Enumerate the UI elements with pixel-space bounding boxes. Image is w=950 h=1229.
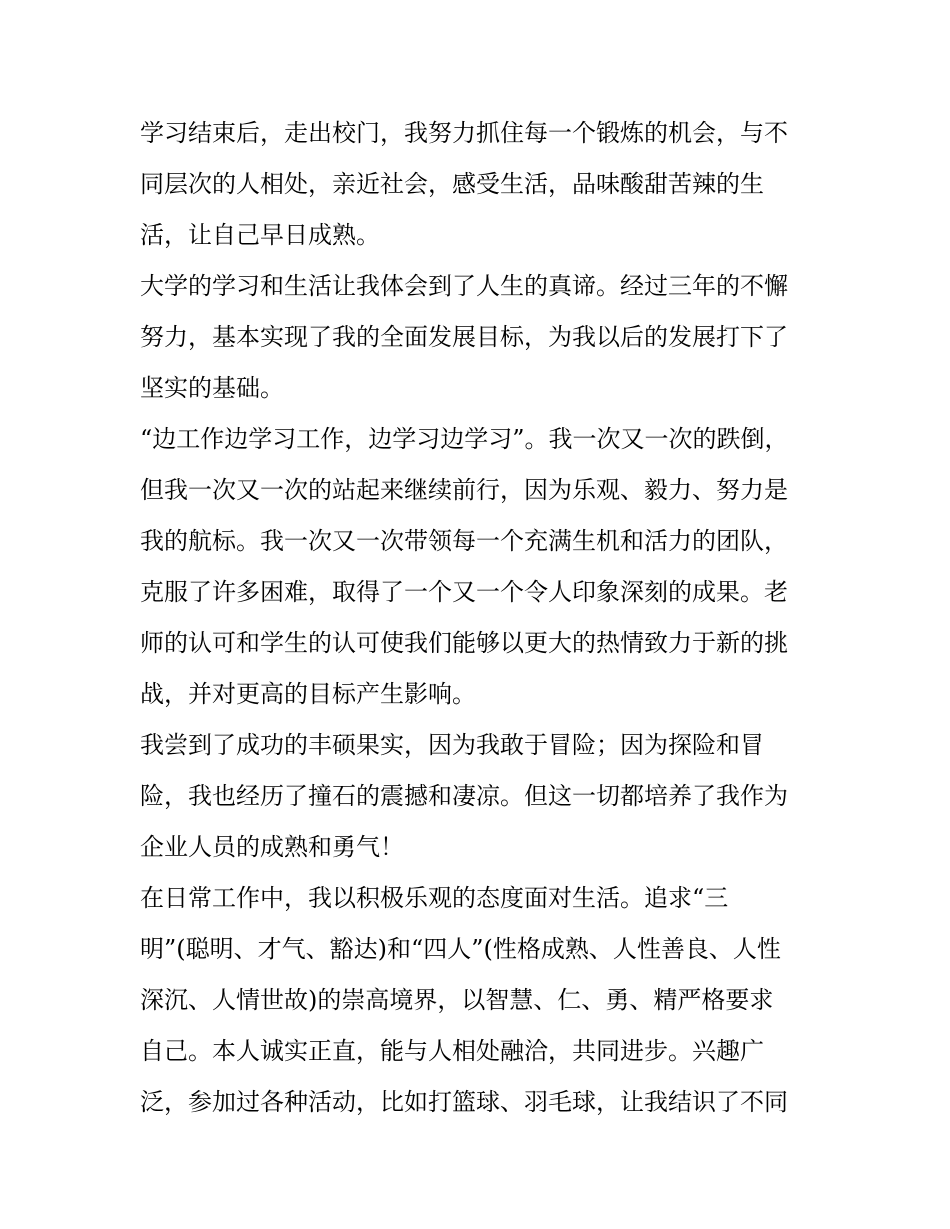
- text-line: 学习结束后，走出校门，我努力抓住每一个锻炼的机会，与不: [140, 119, 788, 147]
- text-line: 努力，基本实现了我的全面发展目标，为我以后的发展打下了: [140, 323, 788, 351]
- text-line: 同层次的人相处，亲近社会，感受生活，品味酸甜苦辣的生: [140, 170, 764, 198]
- text-line: 泛，参加过各种活动，比如打篮球、羽毛球，让我结识了不同: [140, 1088, 788, 1116]
- text-line: 我的航标。我一次又一次带领每一个充满生机和活力的团队，: [140, 527, 788, 555]
- body-text: [140, 108, 820, 1128]
- text-line: 在日常工作中，我以积极乐观的态度面对生活。追求“三: [140, 884, 729, 912]
- text-line: 坚实的基础。: [140, 374, 284, 402]
- text-line: 但我一次又一次的站起来继续前行，因为乐观、毅力、努力是: [140, 476, 788, 504]
- text-line: 险，我也经历了撞石的震撼和凄凉。但这一切都培养了我作为: [140, 782, 788, 810]
- text-line: 自己。本人诚实正直，能与人相处融洽，共同进步。兴趣广: [140, 1037, 764, 1065]
- text-line: 大学的学习和生活让我体会到了人生的真谛。经过三年的不懈: [140, 272, 788, 300]
- text-line: “边工作边学习工作，边学习边学习”。我一次又一次的跌倒，: [140, 425, 789, 453]
- text-line: 克服了许多困难，取得了一个又一个令人印象深刻的成果。老: [140, 578, 788, 606]
- text-line: 明”(聪明、才气、豁达)和“四人”(性格成熟、人性善良、人性: [140, 935, 781, 963]
- text-line: 师的认可和学生的认可使我们能够以更大的热情致力于新的挑: [140, 629, 788, 657]
- text-line: 深沉、人情世故)的崇高境界，以智慧、仁、勇、精严格要求: [140, 986, 774, 1014]
- text-line: 企业人员的成熟和勇气！: [140, 833, 404, 861]
- text-line: 我尝到了成功的丰硕果实，因为我敢于冒险；因为探险和冒: [140, 731, 764, 759]
- text-line: 活，让自己早日成熟。: [140, 221, 380, 249]
- text-line: 战，并对更高的目标产生影响。: [140, 680, 476, 708]
